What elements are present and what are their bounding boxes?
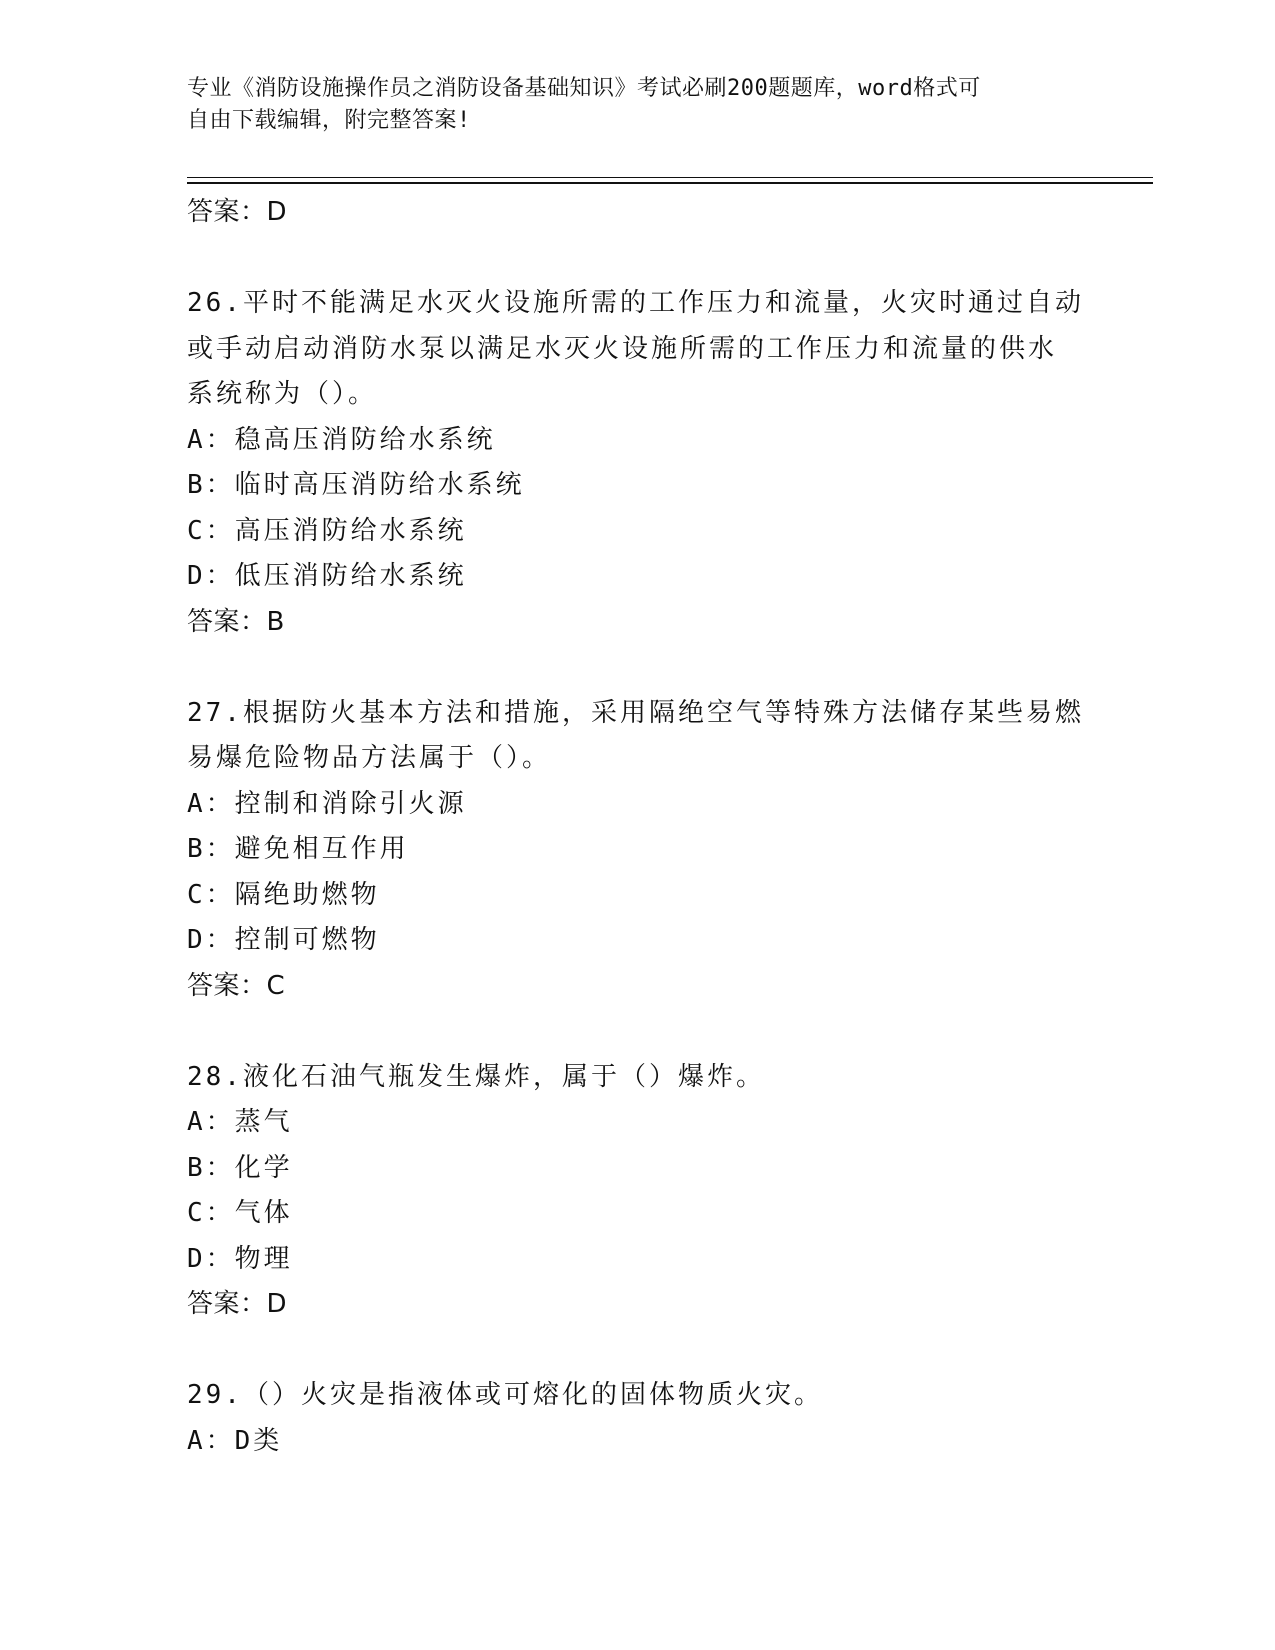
option-a: A：稳高压消防给水系统 bbox=[187, 424, 496, 455]
header-line-1: 专业《消防设施操作员之消防设备基础知识》考试必刷200题题库，word格式可 bbox=[187, 76, 981, 101]
option-c: C：高压消防给水系统 bbox=[187, 515, 467, 546]
question-stem-line: 28.液化石油气瓶发生爆炸，属于（）爆炸。 bbox=[187, 1061, 765, 1092]
question-27 bbox=[187, 691, 1087, 1010]
option-b: B：化学 bbox=[187, 1152, 293, 1183]
option-b: B：避免相互作用 bbox=[187, 834, 409, 864]
option-c: C：气体 bbox=[187, 1198, 293, 1228]
header-rule-thick bbox=[187, 182, 1153, 184]
header-line-2: 自由下载编辑，附完整答案! bbox=[187, 108, 471, 133]
question-stem-line: 27.根据防火基本方法和措施，采用隔绝空气等特殊方法储存某些易燃 bbox=[187, 697, 1084, 728]
question-stem-line: 系统称为（）。 bbox=[187, 379, 378, 409]
answer-line: 答案：D bbox=[187, 197, 288, 227]
question-stem-line: 易爆危险物品方法属于（）。 bbox=[187, 743, 552, 773]
spacer bbox=[187, 645, 1087, 691]
option-a: A：蒸气 bbox=[187, 1107, 293, 1137]
spacer bbox=[187, 236, 1087, 282]
question-28 bbox=[187, 1055, 1087, 1328]
question-stem-line: 29.（）火灾是指液体或可熔化的固体物质火灾。 bbox=[187, 1380, 823, 1410]
option-a: A：D类 bbox=[187, 1425, 283, 1456]
question-26 bbox=[187, 281, 1087, 645]
answer-line: 答案：C bbox=[187, 970, 286, 1001]
spacer bbox=[187, 1009, 1087, 1055]
option-d: D：物理 bbox=[187, 1243, 293, 1274]
option-d: D：控制可燃物 bbox=[187, 925, 380, 955]
option-b: B：临时高压消防给水系统 bbox=[187, 470, 525, 500]
option-a: A：控制和消除引火源 bbox=[187, 788, 467, 819]
answer-line: 答案：B bbox=[187, 606, 285, 637]
answer-line: 答案：D bbox=[187, 1289, 288, 1319]
header-rule-thin bbox=[187, 177, 1153, 178]
question-29 bbox=[187, 1373, 1087, 1464]
option-c: C：隔绝助燃物 bbox=[187, 879, 380, 910]
spacer bbox=[187, 1328, 1087, 1374]
option-d: D：低压消防给水系统 bbox=[187, 561, 467, 591]
question-stem-line: 或手动启动消防水泵以满足水灭火设施所需的工作压力和流量的供水 bbox=[187, 333, 1058, 364]
document-header bbox=[187, 73, 1067, 137]
question-list bbox=[187, 190, 1087, 1464]
question-stem-line: 26.平时不能满足水灭火设施所需的工作压力和流量，火灾时通过自动 bbox=[187, 288, 1084, 318]
